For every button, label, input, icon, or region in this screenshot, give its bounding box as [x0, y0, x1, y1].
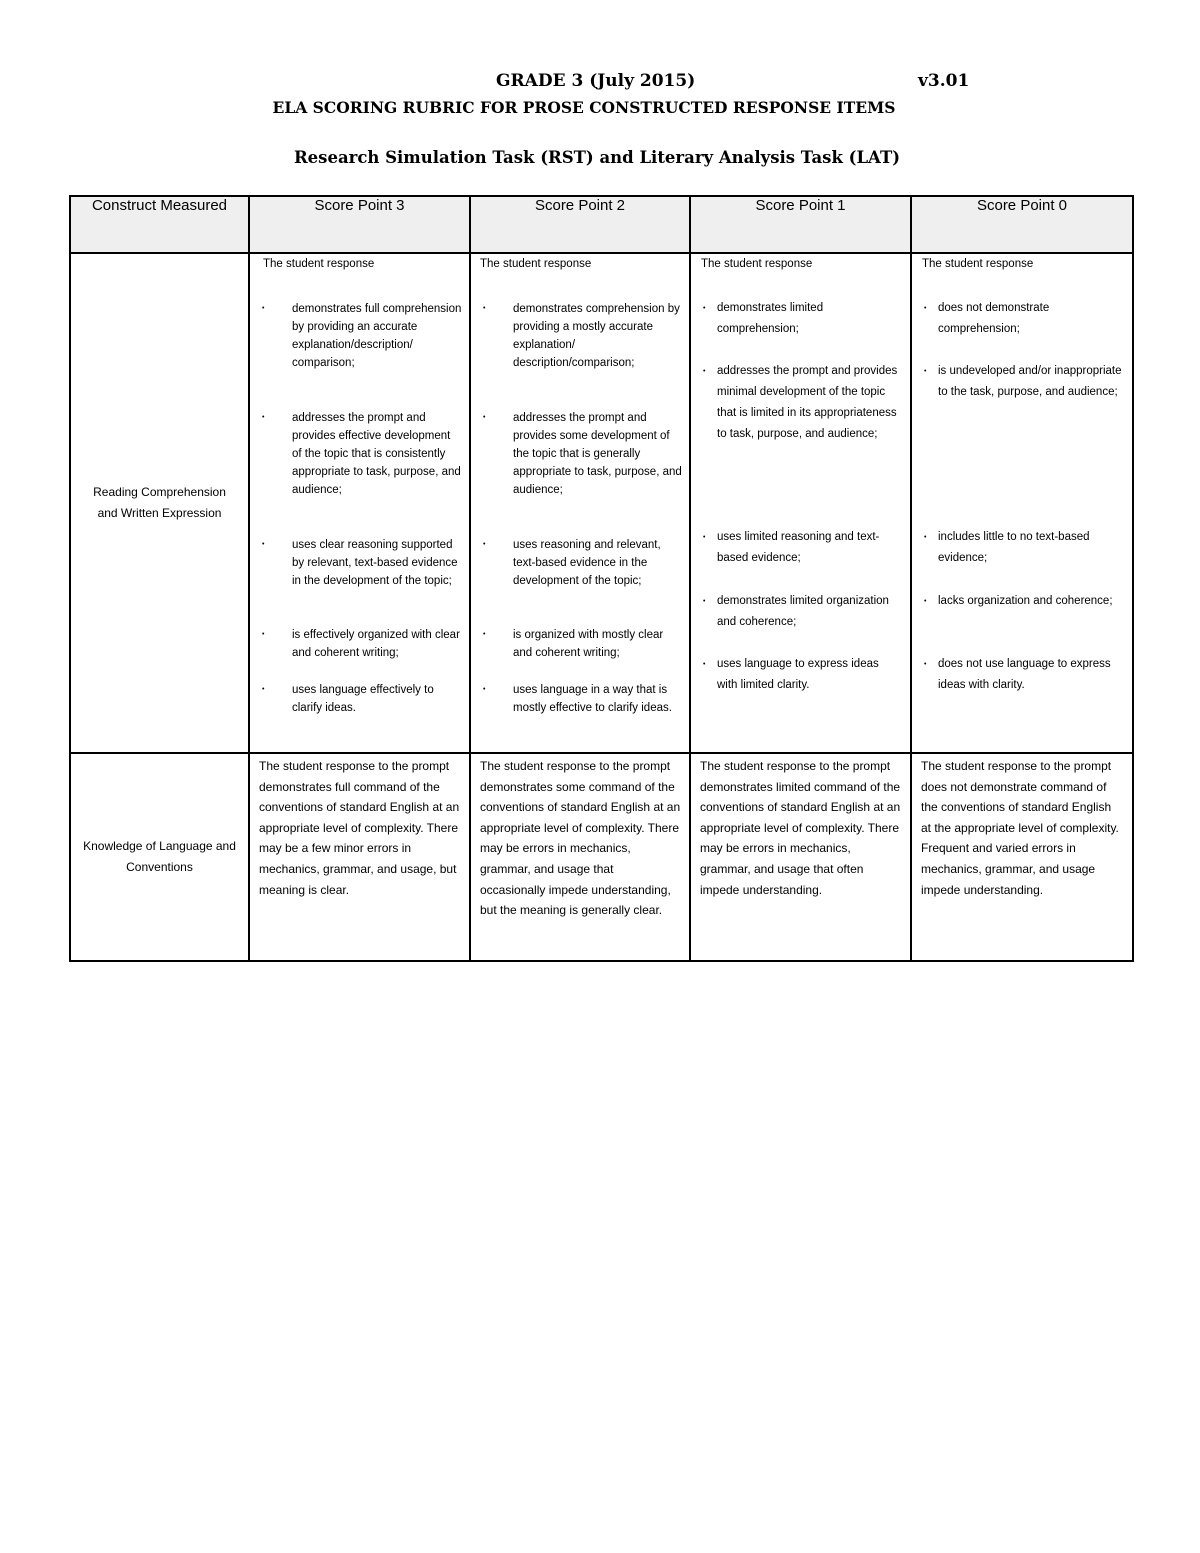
list-item: demonstrates limited organization and coherence;: [717, 595, 889, 628]
cell-intro: The student response: [480, 258, 592, 270]
list-item: includes little to no text-based evidence;: [938, 531, 1090, 564]
row-label-reading-comprehension: [70, 253, 249, 753]
list-item: lacks organization and coherence;: [938, 595, 1113, 607]
cell-score-3-reading: [249, 253, 470, 753]
bullet-icon: •: [483, 686, 486, 693]
bullet-icon: •: [483, 541, 486, 548]
bullet-icon: •: [924, 305, 927, 312]
scoring-rubric-table: [69, 195, 1134, 962]
bullet-icon: •: [924, 661, 927, 668]
bullet-icon: •: [703, 305, 706, 312]
column-header-score-3: Score Point 3: [249, 196, 470, 253]
list-item: demonstrates limited comprehension;: [717, 302, 824, 335]
list-item: demonstrates comprehension by providing a mostly accurate explanation/ description/comparison;: [513, 303, 680, 369]
bullet-icon: •: [262, 305, 265, 312]
list-item: uses language to express ideas with limited clarity.: [717, 658, 879, 691]
cell-score-3-language: The student response to the prompt demonstrates full command of the conventions of standard English at an appropriate level of complexity. There may be a few minor errors in mechanics, grammar, and usage, but meaning is clear.: [249, 753, 470, 961]
bullet-icon: •: [703, 598, 706, 605]
bullet-icon: •: [924, 368, 927, 375]
list-item: uses language in a way that is mostly effective to clarify ideas.: [513, 684, 672, 714]
row-label-text: Knowledge of Language and Conventions: [83, 839, 236, 874]
column-header-score-0: Score Point 0: [911, 196, 1133, 253]
cell-intro: The student response: [263, 258, 375, 270]
list-item: does not demonstrate comprehension;: [938, 302, 1050, 335]
list-item: uses reasoning and relevant, text-based evidence in the development of the topic;: [513, 539, 661, 587]
list-item: uses limited reasoning and text-based evidence;: [717, 531, 880, 564]
list-item: addresses the prompt and provides minimal development of the topic that is limited in its appropriateness to task, purpose, and audience;: [717, 365, 898, 440]
bullet-icon: •: [703, 368, 706, 375]
list-item: does not use language to express ideas with clarity.: [938, 658, 1111, 691]
column-header-score-1: Score Point 1: [690, 196, 911, 253]
grade-heading: GRADE 3 (July 2015): [496, 71, 696, 91]
list-item: is effectively organized with clear and coherent writing;: [292, 629, 460, 659]
row-label-knowledge-of-language: [70, 753, 249, 961]
bullet-icon: •: [262, 414, 265, 421]
cell-score-1-reading: [690, 253, 911, 753]
table-row-knowledge-of-language: [70, 753, 1133, 961]
cell-intro: The student response: [701, 258, 813, 270]
cell-score-2-reading: [470, 253, 690, 753]
bullet-icon: •: [483, 305, 486, 312]
cell-score-0-reading: [911, 253, 1133, 753]
bullet-icon: •: [924, 598, 927, 605]
bullet-icon: •: [924, 534, 927, 541]
bullet-icon: •: [262, 541, 265, 548]
header-row: [70, 196, 1133, 253]
list-item: addresses the prompt and provides effective development of the topic that is consistently appropriate to task, purpose, and audience;: [292, 412, 461, 496]
list-item: addresses the prompt and provides some development of the topic that is generally appropriate to task, purpose, and audience;: [513, 412, 682, 496]
list-item: is organized with mostly clear and coherent writing;: [513, 629, 664, 659]
list-item: is undeveloped and/or inappropriate to the task, purpose, and audience;: [938, 365, 1122, 398]
bullet-icon: •: [262, 686, 265, 693]
version-label: v3.01: [918, 71, 970, 91]
list-item: demonstrates full comprehension by providing an accurate explanation/description/ comparison;: [292, 303, 462, 369]
list-item: uses language effectively to clarify ideas.: [292, 684, 434, 714]
column-header-construct: Construct Measured: [70, 196, 249, 253]
bullet-icon: •: [703, 534, 706, 541]
tasks-title: Research Simulation Task (RST) and Literary Analysis Task (LAT): [293, 148, 901, 167]
rubric-title: ELA SCORING RUBRIC FOR PROSE CONSTRUCTED RESPONSE ITEMS: [272, 98, 896, 117]
table-row-reading-comprehension: [70, 253, 1133, 753]
column-header-score-2: Score Point 2: [470, 196, 690, 253]
row-label-text: Reading Comprehension and Written Expression: [93, 485, 226, 520]
cell-intro: The student response: [922, 258, 1034, 270]
cell-score-2-language: The student response to the prompt demonstrates some command of the conventions of standard English at an appropriate level of complexity. There may be errors in mechanics, grammar, and usage that occasionally impede understanding, but the meaning is generally clear.: [470, 753, 690, 961]
bullet-icon: •: [483, 631, 486, 638]
bullet-icon: •: [262, 631, 265, 638]
cell-score-0-language: The student response to the prompt does not demonstrate command of the conventions of standard English at the appropriate level of complexity. Frequent and varied errors in mechanics, grammar, and usage impede understanding.: [911, 753, 1133, 961]
list-item: uses clear reasoning supported by relevant, text-based evidence in the development of the topic;: [292, 539, 458, 587]
bullet-icon: •: [483, 414, 486, 421]
bullet-icon: •: [703, 661, 706, 668]
cell-score-1-language: The student response to the prompt demonstrates limited command of the conventions of standard English at an appropriate level of complexity. There may be errors in mechanics, grammar, and usage that often impede understanding.: [690, 753, 911, 961]
